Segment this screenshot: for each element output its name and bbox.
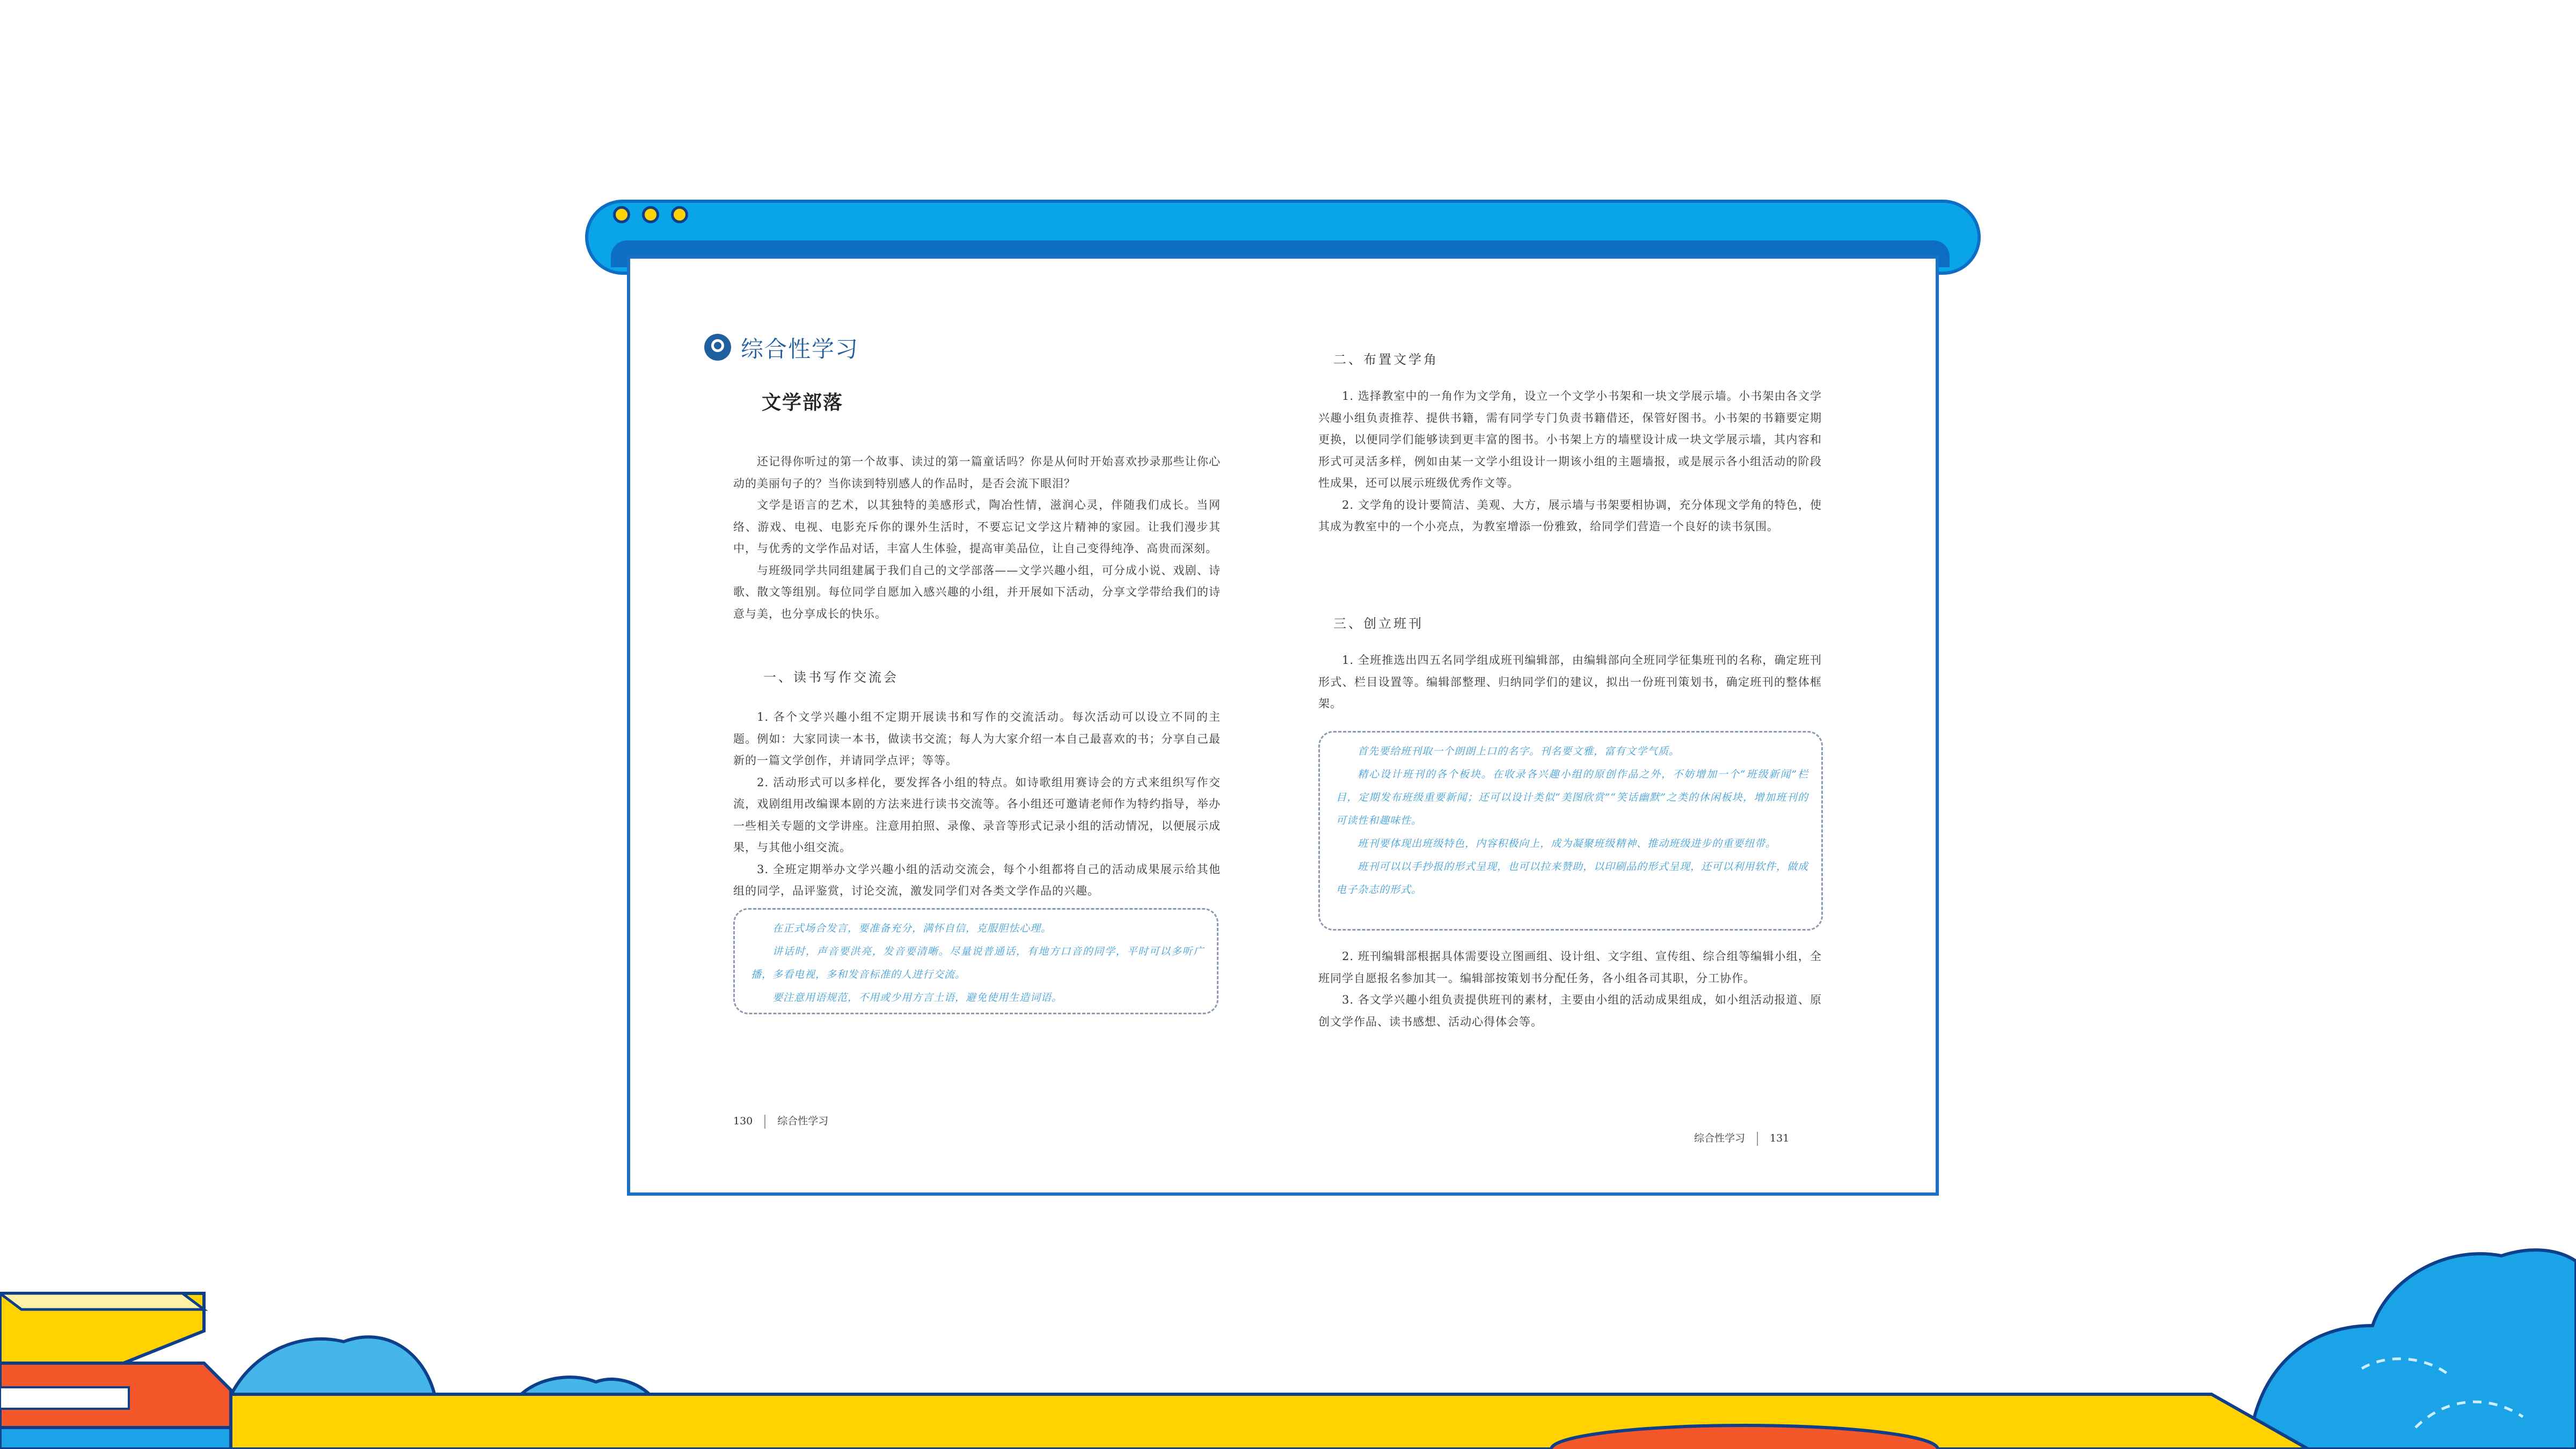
paragraph: 2. 文学角的设计要简洁、美观、大方，展示墙与书架要相协调，充分体现文学角的特色，使其成为教室中的一个小亮点，为教室增添一份雅致，给同学们营造一个良好的读书氛围。 <box>1318 498 1822 533</box>
tip-line: 首先要给班刊取一个朗朗上口的名字。刊名要文雅，富有文学气质。 <box>1358 745 1680 757</box>
tip-line: 精心设计班刊的各个板块。在收录各兴趣小组的原创作品之外，不妨增加一个“班级新闻”栏目，定期发布班级重要新闻；还可以设计类似“美图欣赏”“笑话幽默”之类的休闲板块，增加班刊的可读性和趣味性。 <box>1336 769 1808 826</box>
paragraph: 1. 全班推选出四五名同学组成班刊编辑部，由编辑部向全班同学征集班刊的名称，确定班刊形式、栏目设置等。编辑部整理、归纳同学们的建议，拟出一份班刊策划书，确定班刊的整体框架。 <box>1318 654 1822 710</box>
paragraph: 还记得你听过的第一个故事、读过的第一篇童话吗？你是从何时开始喜欢抄录那些让你心动的美丽句子的？当你读到特别感人的作品时，是否会流下眼泪？ <box>733 455 1221 490</box>
section-title: 二、布置文学角 <box>1333 352 1439 367</box>
tip-line: 要注意用语规范，不用或少用方言土语，避免使用生造词语。 <box>772 992 1063 1004</box>
paragraph: 3. 全班定期举办文学兴趣小组的活动交流会，每个小组都将自己的活动成果展示给其他组的同学，品评鉴赏，讨论交流，激发同学们对各类文学作品的兴趣。 <box>733 862 1221 897</box>
tip-box <box>1318 731 1823 931</box>
section-title: 一、读书写作交流会 <box>763 670 899 685</box>
window-dot-icon <box>613 206 630 223</box>
right-page <box>1286 259 1942 1192</box>
reading-person-icon <box>704 334 731 361</box>
section-body <box>1318 946 1822 1033</box>
section-body <box>733 706 1221 902</box>
yellow-desk-shape <box>204 1394 2308 1449</box>
footer-label: 综合性学习 <box>777 1115 829 1127</box>
paragraph: 1. 各个文学兴趣小组不定期开展读书和写作的交流活动。每次活动可以设立不同的主题。例如：大家同读一本书，做读书交流；每人为大家介绍一本自己最喜欢的书；分享自己最新的一篇文学创作，并请同学点评；等等。 <box>733 711 1221 767</box>
section-body <box>1318 385 1822 538</box>
paragraph: 3. 各文学兴趣小组负责提供班刊的素材，主要由小组的活动成果组成，如小组活动报道、原创文学作品、读书感想、活动心得体会等。 <box>1318 993 1822 1028</box>
page-number: 130 <box>733 1115 753 1127</box>
footer-label: 综合性学习 <box>1694 1132 1746 1144</box>
paragraph: 文学是语言的艺术，以其独特的美感形式，陶冶性情，滋润心灵，伴随我们成长。当网络、游戏、电视、电影充斥你的课外生活时，不要忘记文学这片精神的家园。让我们漫步其中，与优秀的文学作品对话，丰富人生体验，提高审美品位，让自己变得纯净、高贵而深刻。 <box>733 499 1221 555</box>
paragraph: 2. 活动形式可以多样化，要发挥各小组的特点。如诗歌组用赛诗会的方式来组织写作交流，戏剧组用改编课本剧的方法来进行读书交流等。各小组还可邀请老师作为特约指导，举办一些相关专题的文学讲座。注意用拍照、录像、录音等形式记录小组的活动情况，以便展示成果，与其他小组交流。 <box>733 775 1221 854</box>
section-title: 三、创立班刊 <box>1333 616 1424 631</box>
paragraph: 与班级同学共同组建属于我们自己的文学部落——文学兴趣小组，可分成小说、戏剧、诗歌、散文等组别。每位同学自愿加入感兴趣的小组，并开展如下活动，分享文学带给我们的诗意与美，也分享成长的快乐。 <box>733 564 1221 620</box>
paragraph: 1. 选择教室中的一角作为文学角，设立一个文学小书架和一块文学展示墙。小书架由各文学兴趣小组负责推荐、提供书籍，需有同学专门负责书籍借还，保管好图书。小书架的书籍要定期更换，以便同学们能够读到更丰富的图书。小书架上方的墙壁设计成一块文学展示墙，其内容和形式可灵活多样，例如由某一文学小组设计一期该小组的主题墙报，或是展示各小组活动的阶段性成果，还可以展示班级优秀作文等。 <box>1318 390 1822 489</box>
paragraph: 2. 班刊编辑部根据具体需要设立图画组、设计组、文字组、宣传组、综合组等编辑小组，全班同学自愿报名参加其一。编辑部按策划书分配任务，各小组各司其职，分工协作。 <box>1318 950 1822 985</box>
window-dot-icon <box>642 206 659 223</box>
intro-text <box>733 451 1221 625</box>
cloud-shape-right <box>2249 1250 2576 1449</box>
page-number: 131 <box>1770 1132 1790 1144</box>
cloud-shape-left <box>231 1337 435 1395</box>
lesson-title: 文学部落 <box>762 392 844 414</box>
tip-line: 班刊要体现出班级特色，内容积极向上，成为凝聚班级精神、推动班级进步的重要纽带。 <box>1358 838 1777 850</box>
tip-line: 在正式场合发言，要准备充分，满怀自信，克服胆怯心理。 <box>772 923 1052 934</box>
tip-line: 班刊可以以手抄报的形式呈现，也可以拉来赞助，以印刷品的形式呈现，还可以利用软件，做成电子杂志的形式。 <box>1336 861 1809 896</box>
section-body <box>1318 649 1822 715</box>
tip-box <box>733 908 1218 1014</box>
unit-title: 综合性学习 <box>741 336 859 362</box>
textbook-spread <box>627 255 1939 1196</box>
tip-line: 讲话时，声音要洪亮，发音要清晰。尽量说普通话，有地方口音的同学，平时可以多听广播，多看电视，多和发音标准的人进行交流。 <box>751 946 1204 980</box>
window-dot-icon <box>671 206 688 223</box>
page-footer <box>1694 1130 1789 1146</box>
left-page <box>630 259 1286 1192</box>
page-footer <box>733 1113 828 1129</box>
